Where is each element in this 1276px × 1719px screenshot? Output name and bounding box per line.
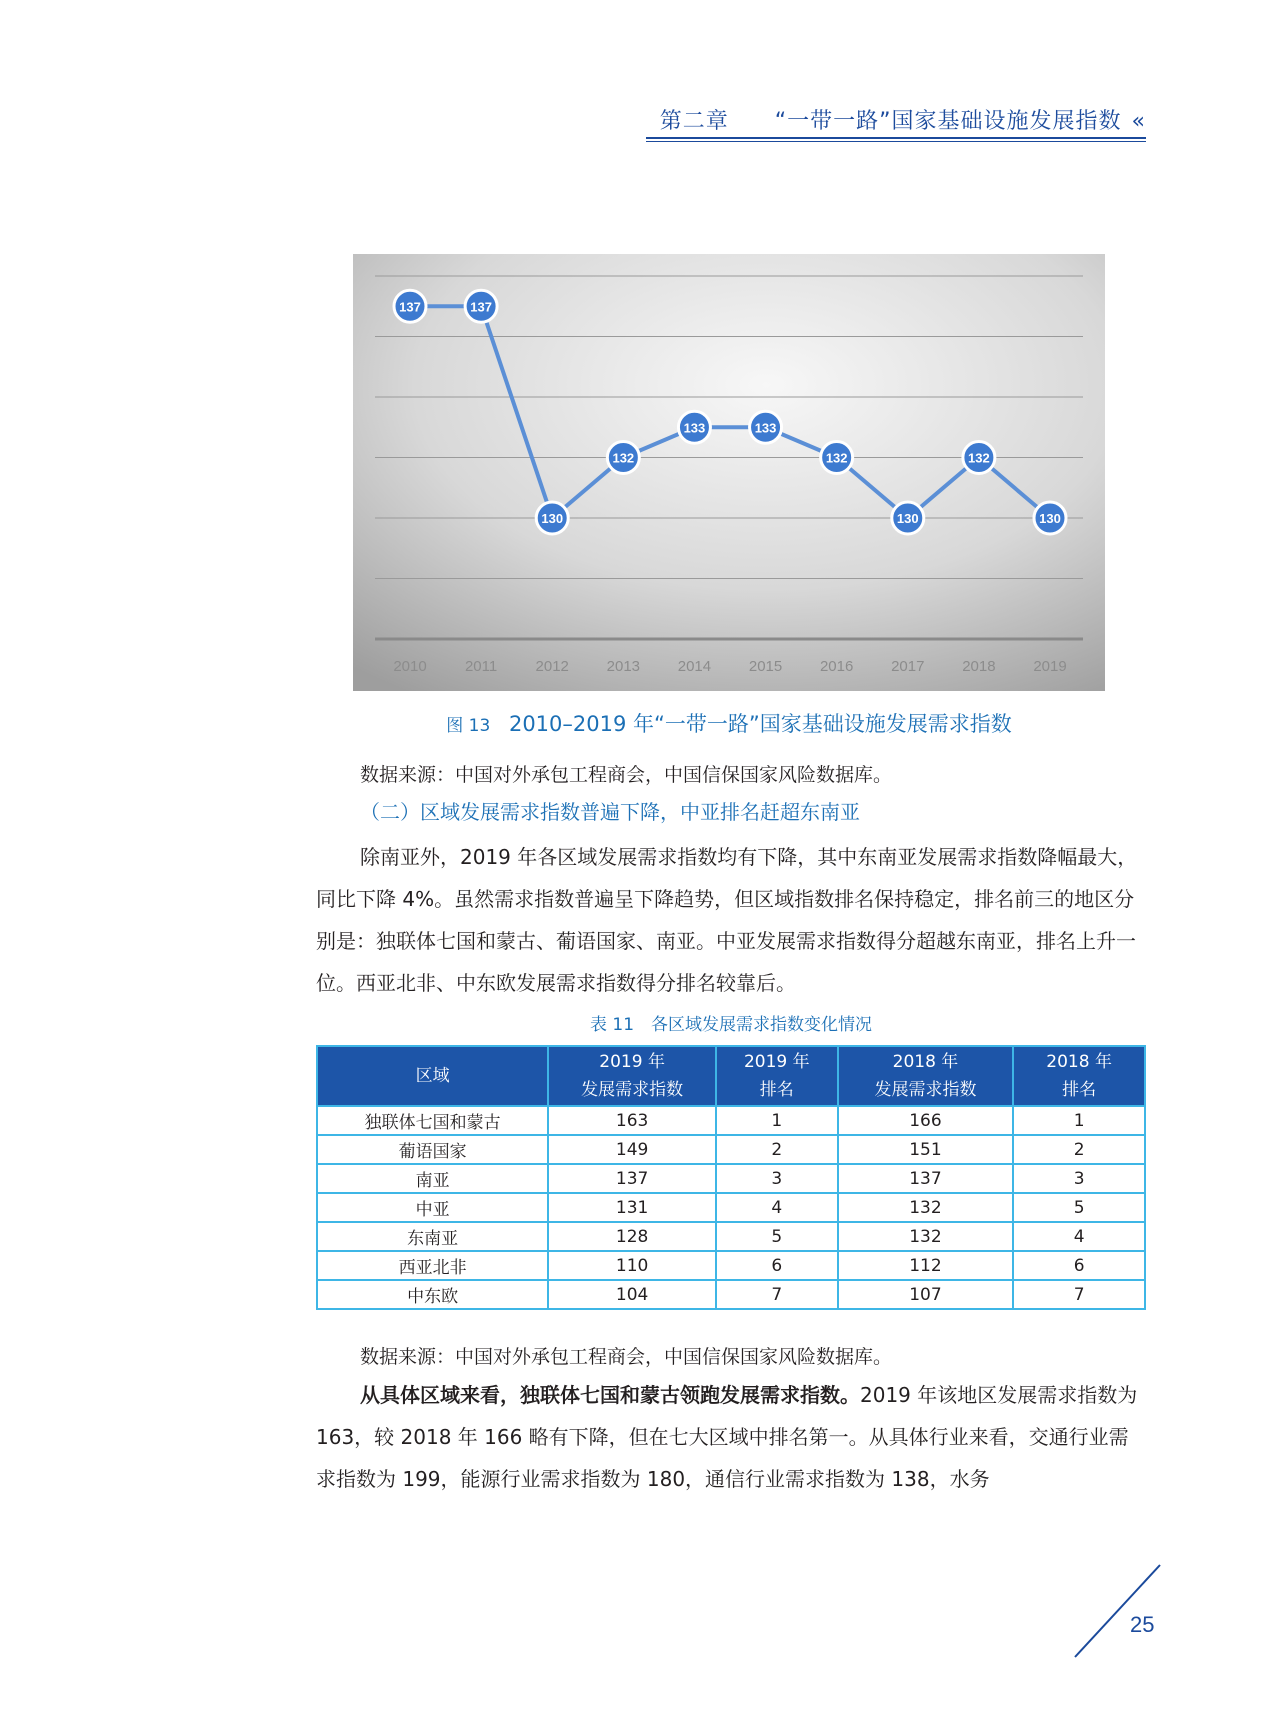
cell-2019-rank: 4 xyxy=(716,1193,838,1222)
x-tick-label: 2019 xyxy=(1033,658,1067,675)
cell-2018-index: 151 xyxy=(838,1135,1014,1164)
header-2019-index: 2019 年 发展需求指数 xyxy=(548,1046,716,1106)
header-rule xyxy=(646,137,1146,139)
chart-background xyxy=(353,254,1105,691)
cell-2019-rank: 2 xyxy=(716,1135,838,1164)
region-index-table xyxy=(316,1045,1146,1310)
x-tick-label: 2014 xyxy=(677,658,712,675)
cell-region: 葡语国家 xyxy=(317,1135,548,1164)
table-row xyxy=(317,1193,1145,1222)
cell-2019-rank: 5 xyxy=(716,1222,838,1251)
cell-2018-rank: 1 xyxy=(1013,1106,1145,1135)
x-tick-label: 2010 xyxy=(393,658,427,675)
data-label: 130 xyxy=(1039,511,1061,526)
header-2018-rank: 2018 年 排名 xyxy=(1013,1046,1145,1106)
cell-2018-index: 107 xyxy=(838,1280,1014,1309)
body-paragraph-2 xyxy=(316,1374,1146,1500)
table-row xyxy=(317,1164,1145,1193)
table-row xyxy=(317,1135,1145,1164)
table-row xyxy=(317,1106,1145,1135)
cell-2018-index: 137 xyxy=(838,1164,1014,1193)
x-tick-label: 2011 xyxy=(464,658,498,675)
table-row xyxy=(317,1222,1145,1251)
cell-2018-rank: 5 xyxy=(1013,1193,1145,1222)
figure-caption xyxy=(353,708,1105,738)
x-tick-label: 2018 xyxy=(962,658,996,675)
cell-2019-rank: 3 xyxy=(716,1164,838,1193)
header-rule-thin xyxy=(646,141,1146,142)
data-label: 130 xyxy=(541,511,564,526)
data-label: 132 xyxy=(612,450,635,466)
table-row xyxy=(317,1251,1145,1280)
data-label: 132 xyxy=(968,450,990,466)
cell-2019-index: 131 xyxy=(548,1193,716,1222)
body-paragraph-2-rest: 2019 年该地区发展需求指数为 163，较 2018 年 166 略有下降，但在七大区域中排名第一。从具体行业来看，交通行业需求指数为 199，能源行业需求指数为 180，通信行业需求指数为 138，水务 xyxy=(316,1383,1138,1491)
cell-2018-index: 132 xyxy=(838,1193,1014,1222)
cell-region: 中亚 xyxy=(317,1193,548,1222)
body-paragraph-1: 除南亚外，2019 年各区域发展需求指数均有下降，其中东南亚发展需求指数降幅最大，同比下降 4%。虽然需求指数普遍呈下降趋势，但区域指数排名保持稳定，排名前三的地区分别是：独联体七国和蒙古、葡语国家、南亚。中亚发展需求指数得分超越东南亚，排名上升一位。西亚北非、中东欧发展需求指数得分排名较靠后。 xyxy=(316,845,1138,995)
cell-2018-index: 132 xyxy=(838,1222,1014,1251)
cell-region: 独联体七国和蒙古 xyxy=(317,1106,548,1135)
data-label: 133 xyxy=(683,420,706,436)
cell-2019-index: 137 xyxy=(548,1164,716,1193)
x-tick-label: 2016 xyxy=(819,658,854,675)
table-source: 数据来源：中国对外承包工程商会，中国信保国家风险数据库。 xyxy=(360,1346,893,1368)
chapter-label: 第二章 xyxy=(659,109,729,134)
table-title: 表 11 各区域发展需求指数变化情况 xyxy=(589,1015,873,1035)
data-label: 130 xyxy=(896,511,919,526)
cell-2018-rank: 4 xyxy=(1013,1222,1145,1251)
cell-2018-rank: 3 xyxy=(1013,1164,1145,1193)
line-chart xyxy=(353,254,1105,691)
cell-2019-index: 104 xyxy=(548,1280,716,1309)
section-heading: （二）区域发展需求指数普遍下降，中亚排名赶超东南亚 xyxy=(360,800,860,824)
cell-2019-index: 149 xyxy=(548,1135,716,1164)
cell-2018-index: 166 xyxy=(838,1106,1014,1135)
cell-region: 西亚北非 xyxy=(317,1251,548,1280)
data-label: 133 xyxy=(754,420,777,436)
cell-2019-rank: 7 xyxy=(716,1280,838,1309)
cell-2019-rank: 1 xyxy=(716,1106,838,1135)
cell-2019-index: 163 xyxy=(548,1106,716,1135)
chevron-icon: « xyxy=(1131,109,1146,134)
cell-region: 南亚 xyxy=(317,1164,548,1193)
table-row xyxy=(317,1280,1145,1309)
cell-2018-rank: 2 xyxy=(1013,1135,1145,1164)
x-tick-label: 2013 xyxy=(606,658,641,675)
page-number: 25 xyxy=(1130,1612,1155,1637)
cell-2018-index: 112 xyxy=(838,1251,1014,1280)
header-2019-rank: 2019 年 排名 xyxy=(716,1046,838,1106)
table-header-row xyxy=(317,1046,1145,1106)
chart-svg xyxy=(353,254,1105,691)
cell-2019-index: 110 xyxy=(548,1251,716,1280)
x-tick-label: 2017 xyxy=(891,658,925,675)
chapter-title: “一带一路”国家基础设施发展指数 xyxy=(774,109,1122,134)
figure-title: 2010–2019 年“一带一路”国家基础设施发展需求指数 xyxy=(508,712,1012,736)
cell-2018-rank: 7 xyxy=(1013,1280,1145,1309)
header-region: 区域 xyxy=(317,1046,548,1106)
cell-2018-rank: 6 xyxy=(1013,1251,1145,1280)
page-corner-slash xyxy=(1070,1560,1170,1660)
header-2018-index: 2018 年 发展需求指数 xyxy=(838,1046,1014,1106)
cell-region: 东南亚 xyxy=(317,1222,548,1251)
x-tick-label: 2015 xyxy=(748,658,783,675)
running-header xyxy=(646,104,1146,135)
figure-number: 图 13 xyxy=(446,716,491,736)
x-tick-label: 2012 xyxy=(535,658,569,675)
body-paragraph-2-lead: 从具体区域来看，独联体七国和蒙古领跑发展需求指数。 xyxy=(360,1383,860,1407)
cell-region: 中东欧 xyxy=(317,1280,548,1309)
cell-2019-rank: 6 xyxy=(716,1251,838,1280)
data-label: 137 xyxy=(399,299,421,315)
data-label: 137 xyxy=(470,299,492,315)
cell-2019-index: 128 xyxy=(548,1222,716,1251)
data-label: 132 xyxy=(825,450,848,466)
chart-source: 数据来源：中国对外承包工程商会，中国信保国家风险数据库。 xyxy=(360,764,893,786)
